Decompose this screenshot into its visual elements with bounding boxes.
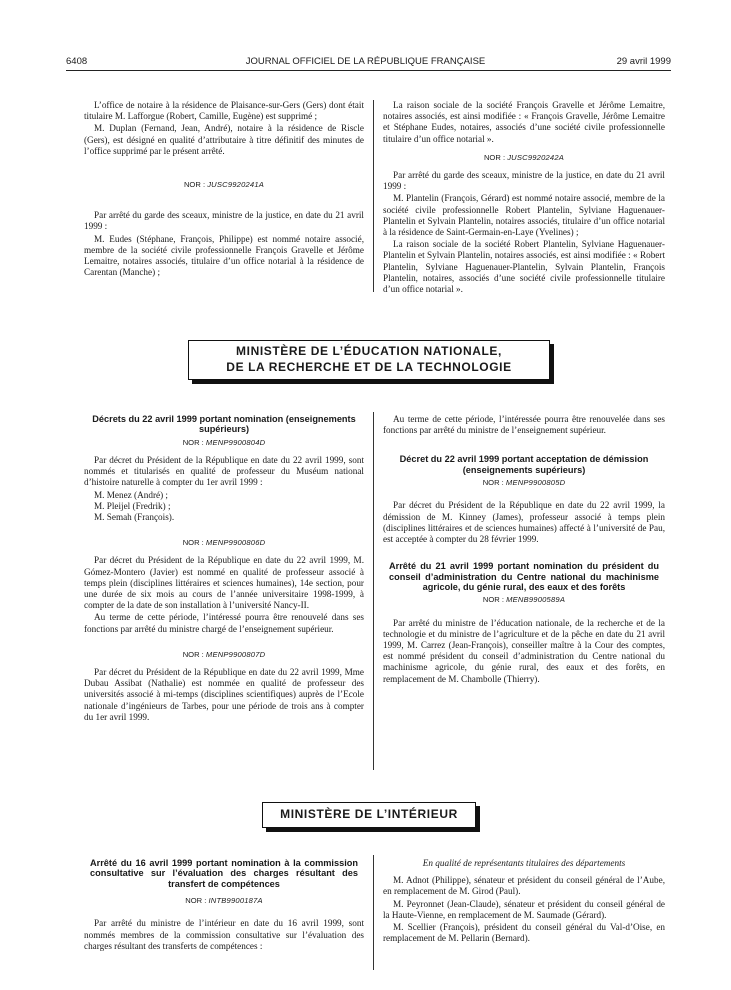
appointee: M. Menez (André) ; [94, 489, 168, 500]
appointee: M. Semah (François). [94, 512, 175, 523]
nor-code: MENP9900804D [205, 437, 266, 447]
paragraph: Par arrêté du garde des sceaux, ministre de la justice, en date du 21 avril 1999 : [84, 210, 364, 232]
nor-code: MENB9900589A [506, 595, 566, 605]
paragraph: L’office de notaire à la résidence de Plaisance-sur-Gers (Gers) dont était titulaire M. Lafforgue (Robert, Camille, Eugène) est supprimé ; [84, 100, 364, 122]
ministry-line: DE LA RECHERCHE ET DE LA TECHNOLOGIE [226, 360, 512, 374]
nor-code: JUSC9920242A [507, 152, 565, 162]
nor-reference [84, 895, 364, 906]
nor-code: MENP9900807D [205, 649, 266, 659]
nor-reference [84, 649, 364, 660]
nor-label: NOR : [182, 649, 204, 659]
nor-reference [84, 537, 364, 548]
nor-label: NOR : [482, 478, 504, 488]
paragraph: La raison sociale de la société François Gravelle et Jérôme Lemaitre, notaires associés, est ainsi modifiée : « François Gravelle, Jérôme Lemaitre et Stéphane Eudes, notaires, associés d’une société civile professionnelle titulaire d’un office notarial ». [383, 100, 665, 144]
interior-right-column [383, 858, 665, 945]
paragraph: M. Plantelin (François, Gérard) est nommé notaire associé, membre de la société civile professionnelle Robert Plantelin, Sylviane Haguenauer-Plantelin et Sylvain Plantelin, notaires associés, titulaire d’un office notarial à la résidence de Saint-Germain-en-Laye (Yvelines) ; [383, 193, 665, 238]
paragraph: Au terme de cette période, l’intéressée pourra être renouvelée dans ses fonctions par arrêté du ministre de l’enseignement supérieur. [383, 414, 665, 436]
paragraph: M. Scellier (François), président du conseil général du Val-d’Oise, en remplacement de M. Pellarin (Bernard). [383, 922, 665, 944]
nor-reference [383, 594, 665, 605]
decree-title: Arrêté du 21 avril 1999 portant nomination du président du conseil d’administration du Centre national du machinisme agricole, du génie rural, des eaux et des forêts [389, 561, 659, 593]
paragraph: La raison sociale de la société Robert Plantelin, Sylviane Haguenauer-Plantelin et Sylvain Plantelin, notaires associés, est ainsi modifiée : « Robert Plantelin, Sylviane Haguenauer-Plantelin, Sylvain Plantelin, François Plantelin, notaires, associés d’une société civile professionnelle titulaire d’un office notarial ». [383, 239, 665, 295]
page-number: 6408 [66, 56, 88, 67]
ministry-line: MINISTÈRE DE L’INTÉRIEUR [280, 807, 458, 821]
ministry-line: MINISTÈRE DE L’ÉDUCATION NATIONALE, [236, 344, 502, 358]
nor-label: NOR : [183, 180, 206, 190]
issue-date: 29 avril 1999 [616, 56, 671, 67]
nor-label: NOR : [482, 595, 504, 605]
paragraph: Par arrêté du garde des sceaux, ministre de la justice, en date du 21 avril 1999 : [383, 170, 665, 192]
paragraph: Par arrêté du ministre de l’intérieur en date du 16 avril 1999, sont nommés membres de la commission consultative sur l’évaluation des charges résultant des transferts de compétences : [84, 918, 364, 951]
header-rule [66, 70, 671, 71]
nor-label: NOR : [182, 538, 204, 548]
nor-code: MENP9900806D [205, 538, 266, 548]
paragraph: M. Eudes (Stéphane, François, Philippe) est nommé notaire associé, membre de la société civile professionnelle François Gravelle et Jérôme Lemaitre, notaires associés, titulaire d’un office notarial à la résidence de Carentan (Manche) ; [84, 233, 364, 278]
paragraph: Par décret du Président de la République en date du 22 avril 1999, la démission de M. Kinney (James), professeur associé à temps plein (disciplines littéraires et de sciences humaines) affecté à l’université de Pau, est acceptée à compter du 28 février 1999. [383, 500, 665, 545]
journal-title: JOURNAL OFFICIEL DE LA RÉPUBLIQUE FRANÇAISE [245, 56, 486, 67]
nor-label: NOR : [483, 152, 506, 162]
nor-code: JUSC9920241A [207, 180, 265, 190]
nor-code: INTB9900187A [208, 896, 263, 906]
paragraph: M. Adnot (Philippe), sénateur et président du conseil général de l’Aube, en remplacement de M. Girod (Paul). [383, 875, 665, 897]
column-divider [373, 100, 374, 292]
column-divider [373, 855, 374, 970]
top-right-column [383, 100, 665, 296]
paragraph: M. Duplan (Fernand, Jean, André), notaire à la résidence de Riscle (Gers), est désigné en qualité d’attributaire à titre définitif des minutes de l’office supprimé par le présent arrêté. [84, 123, 364, 156]
top-left-column [84, 100, 364, 279]
nor-label: NOR : [185, 896, 207, 906]
paragraph: Au terme de cette période, l’intéressé pourra être renouvelé dans ses fonctions par arrêté du ministre chargé de l’enseignement supérieur. [84, 612, 364, 634]
column-divider [373, 412, 374, 770]
nor-reference [383, 152, 665, 163]
decree-title: Arrêté du 16 avril 1999 portant nomination à la commission consultative sur l’évaluation des charges résultant des transfert de compétences [90, 858, 358, 889]
paragraph: Par décret du Président de la République en date du 22 avril 1999, Mme Dubau Assibat (Nathalie) est nommée en qualité de professeur des universités associé à mi-temps (disciplines scientifiques) auprès de l’Ecole nationale d’ingénieurs de Tarbes, pour une période de trois ans à compter du 1er avril 1999. [84, 667, 364, 722]
nor-reference [84, 179, 364, 190]
nor-label: NOR : [182, 437, 204, 447]
section-heading: En qualité de représentants titulaires des départements [422, 858, 626, 868]
appointee: M. Pleijel (Fredrik) ; [94, 500, 171, 511]
ministry-interior-heading [262, 802, 476, 828]
ministry-education-heading [188, 340, 550, 380]
nor-code: MENP9900805D [505, 478, 566, 488]
nor-reference [84, 437, 364, 448]
paragraph: Par arrêté du ministre de l’éducation nationale, de la recherche et de la technologie et du ministre de l’agriculture et de la pêche en date du 21 avril 1999, M. Carrez (Jean-François), conseiller maître à la Cour des comptes, est nommé président du conseil d’administration du Centre national du machinisme agricole, du génie rural, des eaux et des forêts, en remplacement de M. Chambolle (Thierry). [383, 617, 665, 684]
interior-left-column [84, 858, 364, 953]
nor-reference [383, 477, 665, 488]
education-right-column [383, 414, 665, 686]
decree-title: Décrets du 22 avril 1999 portant nomination (enseignements supérieurs) [92, 414, 356, 435]
paragraph: Par décret du Président de la République en date du 22 avril 1999, M. Gómez-Montero (Javier) est nommé en qualité de professeur associé à temps plein (disciplines littéraires et sciences humaines), 14e section, pour une durée de six mois au cours de l’année universitaire 1998-1999, à compter de la date de son installation à l’université Nancy-II. [84, 555, 364, 611]
paragraph: Par décret du Président de la République en date du 22 avril 1999, sont nommés et titularisés en qualité de professeur du Muséum national d’histoire naturelle à compter du 1er avril 1999 : [84, 455, 364, 488]
education-left-column [84, 414, 364, 724]
decree-title: Décret du 22 avril 1999 portant acceptation de démission (enseignements supérieurs) [399, 454, 649, 475]
paragraph: M. Peyronnet (Jean-Claude), sénateur et président du conseil général de la Haute-Vienne, en remplacement de M. Saumade (Gérard). [383, 898, 665, 920]
